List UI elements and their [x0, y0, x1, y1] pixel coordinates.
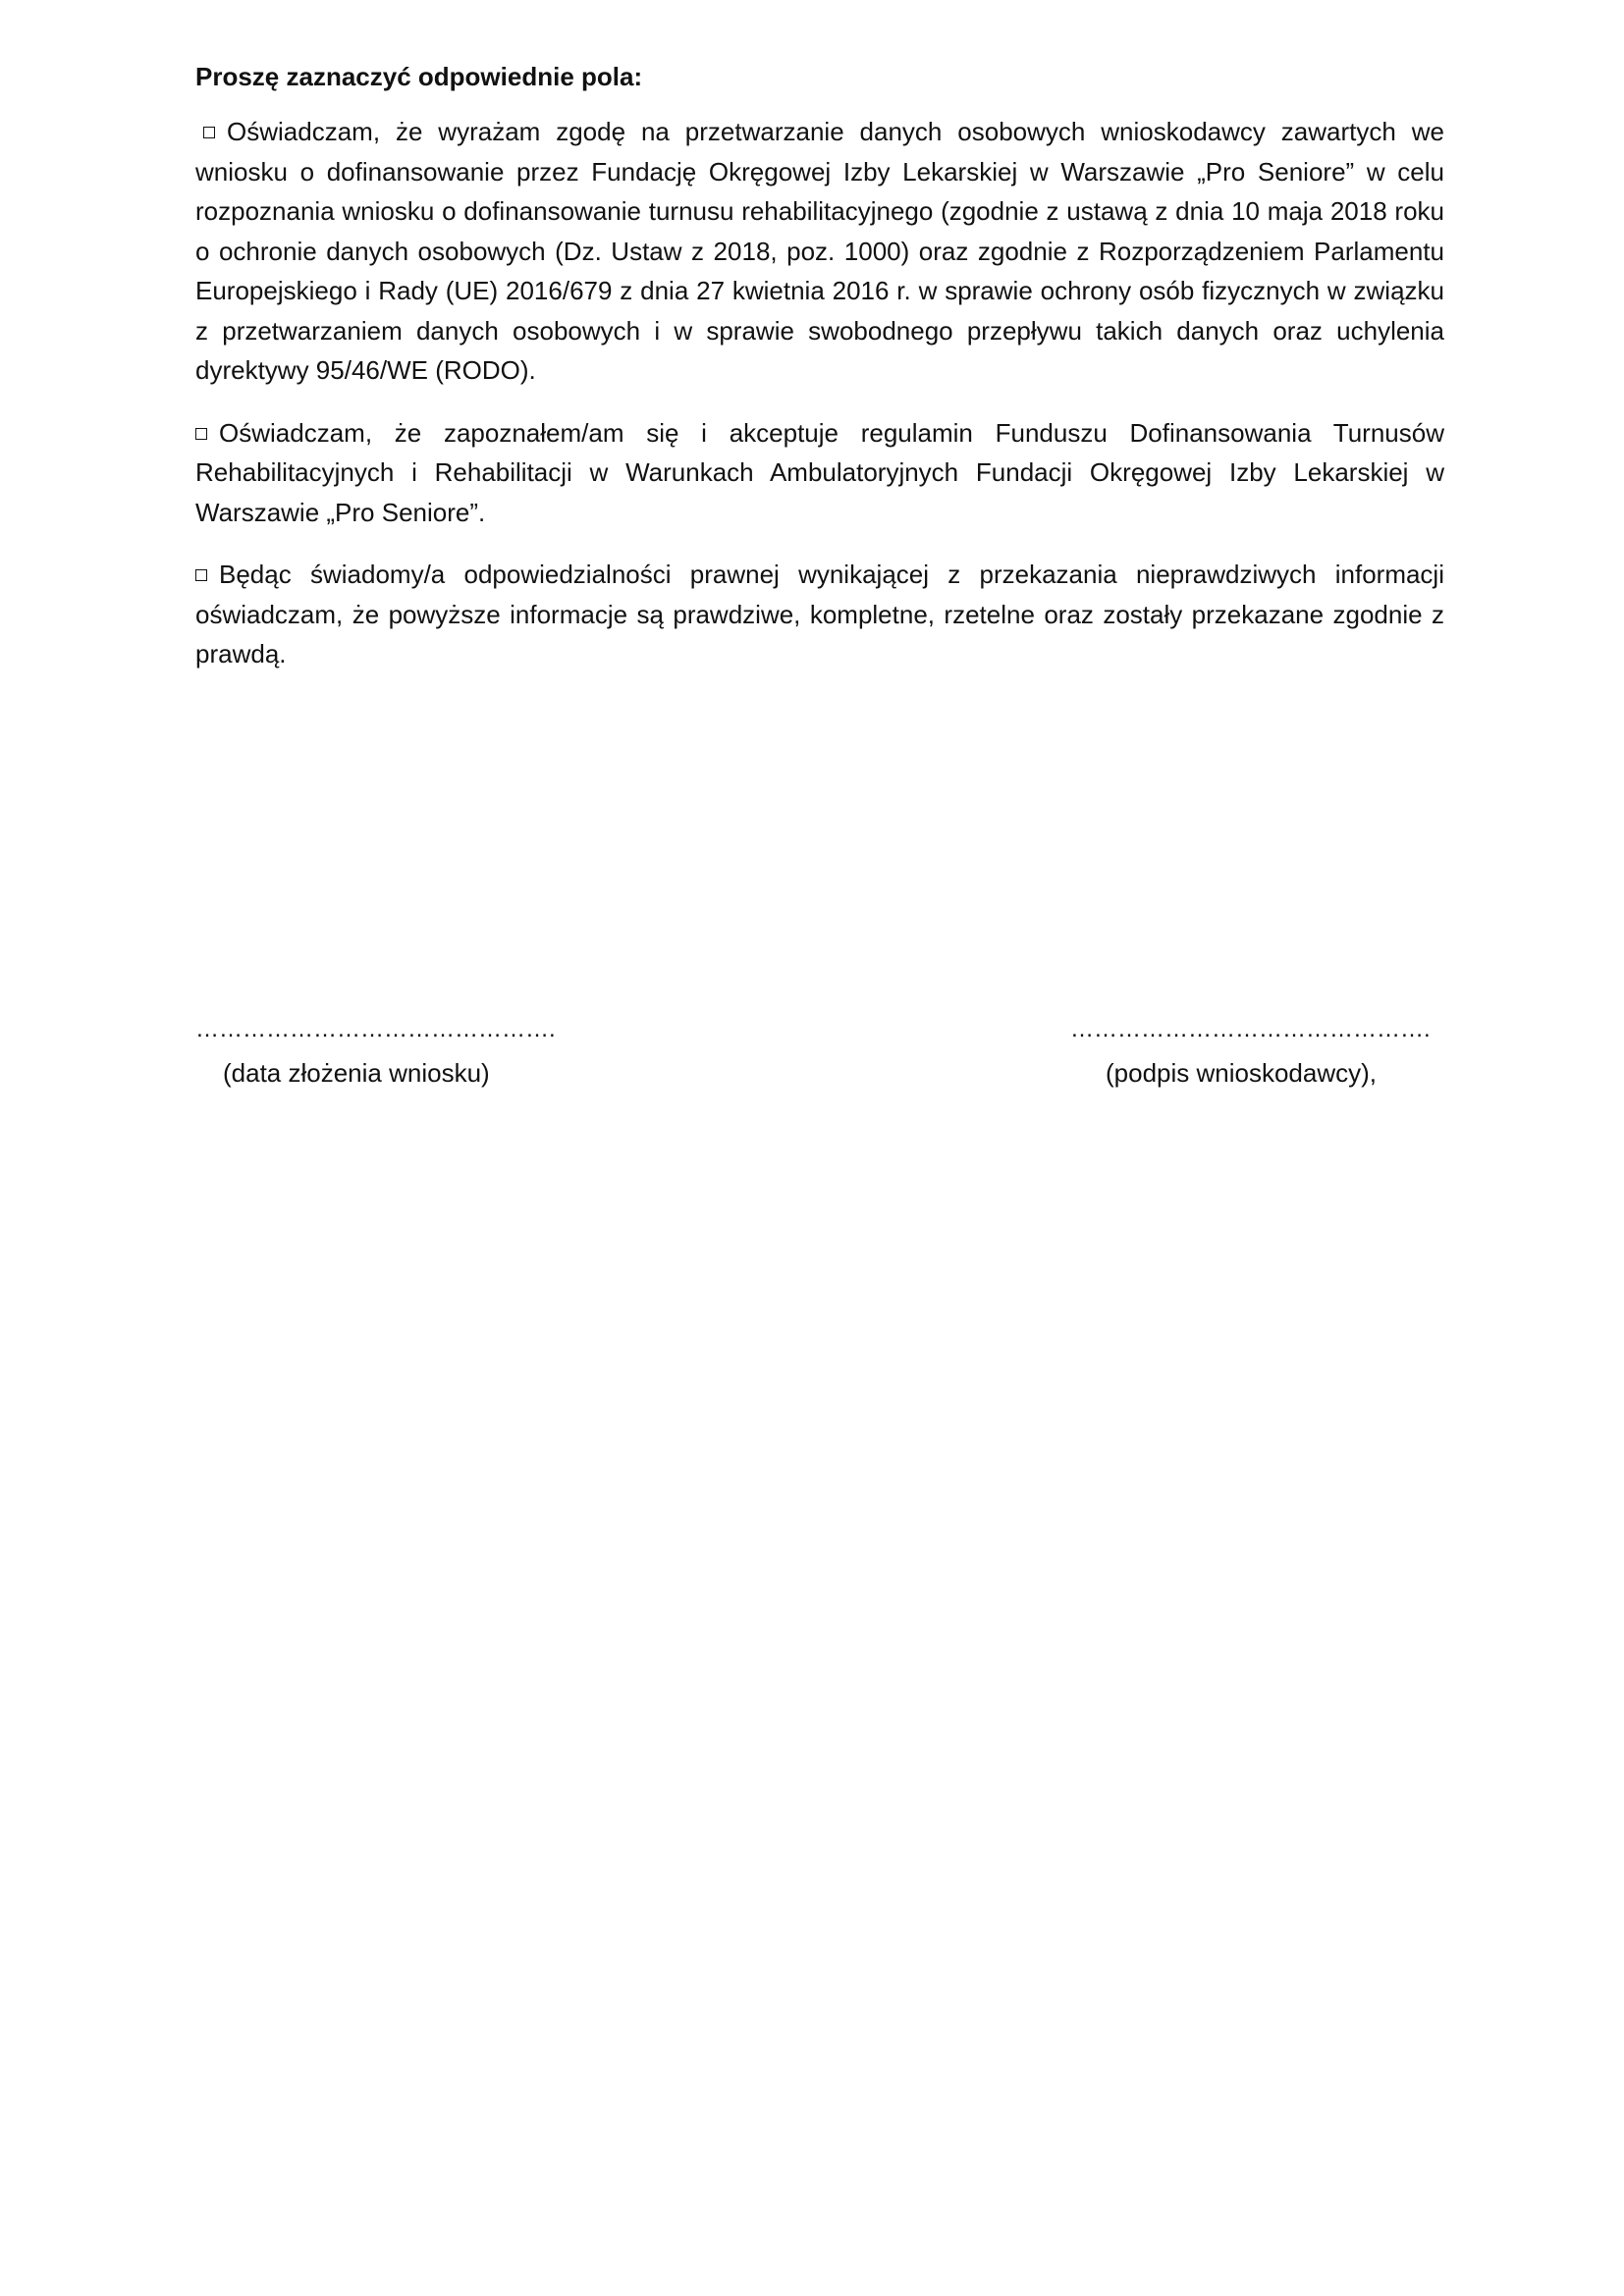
- signature-label: (podpis wnioskodawcy),: [1106, 1058, 1378, 1088]
- checkbox-regulations[interactable]: [195, 428, 207, 440]
- date-signature-line[interactable]: ……………………………………….: [195, 1016, 556, 1042]
- clause-text: Oświadczam, że wyrażam zgodę na przetwarzanie danych osobowych wnioskodawcy zawartych we wniosku o dofinansowanie przez Fundację Okręgowej Izby Lekarskiej w Warszawie „Pro Seniore” w celu rozpoznania wniosku o dofinansowanie turnusu rehabilitacyjnego (zgodnie z ustawą z dnia 10 maja 2018 roku o ochronie danych osobowych (Dz. Ustaw z 2018, poz. 1000) oraz zgodnie z Rozporządzeniem Parlamentu Europejskiego i Rady (UE) 2016/679 z dnia 27 kwietnia 2016 r. w sprawie ochrony osób fizycznych w związku z przetwarzaniem danych osobowych i w sprawie swobodnego przepływu takich danych oraz uchylenia dyrektywy 95/46/WE (RODO).: [195, 117, 1444, 385]
- consent-clause-data-processing: [195, 112, 1444, 391]
- checkbox-data-processing[interactable]: [203, 127, 215, 138]
- consent-clause-regulations: [195, 413, 1444, 533]
- applicant-signature-line[interactable]: ……………………………………….: [1070, 1016, 1431, 1042]
- section-heading: Proszę zaznaczyć odpowiednie pola:: [195, 62, 643, 91]
- declarations-section: [195, 57, 1444, 697]
- clause-text: Będąc świadomy/a odpowiedzialności prawnej wynikającej z przekazania nieprawdziwych informacji oświadczam, że powyższe informacje są prawdziwe, kompletne, rzetelne oraz zostały przekazane zgodnie z prawdą.: [195, 560, 1444, 668]
- consent-clause-truthfulness: [195, 555, 1444, 674]
- date-label: (data złożenia wniosku): [223, 1058, 490, 1088]
- clause-text: Oświadczam, że zapoznałem/am się i akceptuje regulamin Funduszu Dofinansowania Turnusów Rehabilitacyjnych i Rehabilitacji w Warunkach Ambulatoryjnych Fundacji Okręgowej Izby Lekarskiej w Warszawie „Pro Seniore”.: [195, 417, 1444, 527]
- checkbox-truthfulness[interactable]: [195, 569, 207, 581]
